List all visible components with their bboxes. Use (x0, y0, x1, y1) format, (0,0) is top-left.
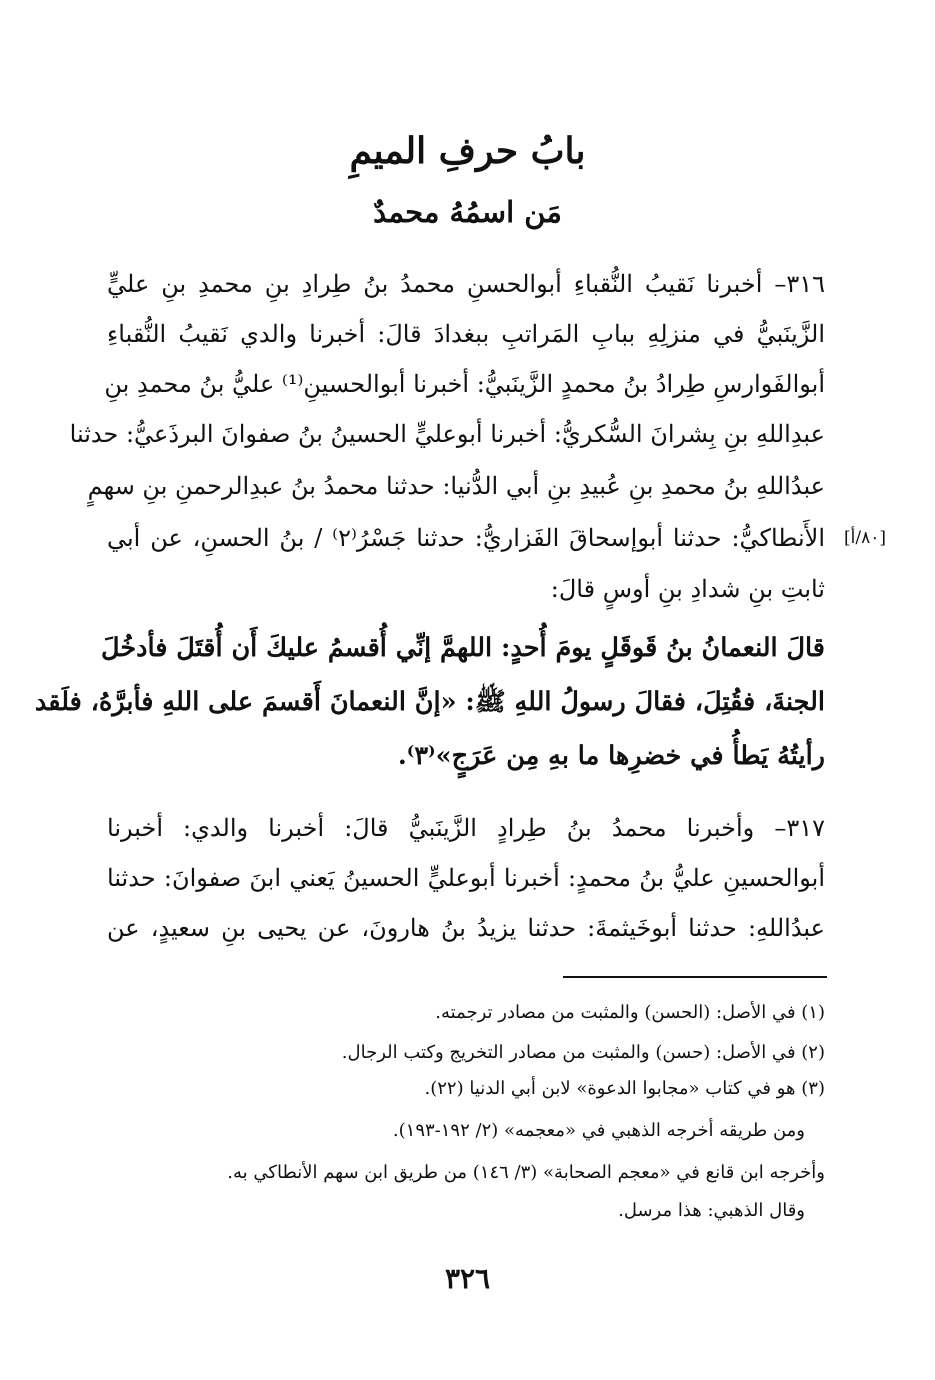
footnote-separator (563, 976, 827, 978)
hadith-316-line-6: الأَنطاكيُّ: حدثنا أبوإسحاقَ الفَزاريُّ: حدثنا جَسْرُ⁽٢⁾ / بنُ الحسنِ، عن أبي (107, 524, 826, 552)
page-number: ٣٢٦ (444, 1262, 491, 1295)
hadith-text-line-2: الجنةَ، فقُتِلَ، فقالَ رسولُ اللهِ ﷺ: «إنَّ النعمانَ أَقسمَ على اللهِ فأبرَّهُ، فلَقد (34, 687, 825, 717)
footnote-1: (١) في الأصل: (الحسن) والمثبت من مصادر ترجمته. (435, 1002, 825, 1023)
footnote-3-continuation-3: وقال الذهبي: هذا مرسل. (618, 1200, 805, 1221)
footnote-3-continuation-1: ومن طريقه أخرجه الذهبي في «معجمه» (٢/ ١٩٢-١٩٣). (392, 1120, 805, 1141)
hadith-text-line-3: رأيتُهُ يَطأُ في خضرِها ما بهِ مِن عَرَجٍ»⁽٣⁾. (397, 741, 825, 771)
footnote-2: (٢) في الأصل: (حسن) والمثبت من مصادر التخريج وكتب الرجال. (341, 1042, 825, 1063)
footnote-3-continuation-2: وأخرجه ابن قانع في «معجم الصحابة» (٣/ ١٤٦) من طريق ابن سهم الأنطاكي به. (227, 1162, 825, 1183)
hadith-316-line-2: الزَّينَبيُّ في منزلِهِ ببابِ المَراتبِ ببغدادَ قالَ: أخبرنا والدي نَقيبُ النُّقباءِ (107, 320, 825, 348)
footnote-3: (٣) هو في كتاب «مجابوا الدعوة» لابن أبي الدنيا (٢٢). (424, 1078, 825, 1099)
hadith-317-line-2: أبوالحسينِ عليُّ بنُ محمدٍ: أخبرنا أبوعليٍّ الحسينُ يَعني ابنَ صفوانَ: حدثنا (107, 864, 825, 892)
hadith-317-line-3: عبدُاللهِ: حدثنا أبوخَيثمةَ: حدثنا يزيدُ بنُ هارونَ، عن يحيى بنِ سعيدٍ، عن (107, 914, 825, 942)
section-subtitle: مَن اسمُهُ محمدٌ (373, 195, 562, 229)
chapter-title: بابُ حرفِ الميمِ (349, 130, 586, 172)
hadith-316-line-1: ٣١٦– أخبرنا نَقيبُ النُّقباءِ أبوالحسنِ محمدُ بنُ طِرادِ بنِ محمدِ بنِ عليٍّ (107, 270, 825, 298)
hadith-316-line-5: عبدُاللهِ بنُ محمدِ بنِ عُبيدِ بنِ أبي الدُّنيا: حدثنا محمدُ بنُ عبدِالرحمنِ بنِ سهمٍ (87, 472, 825, 500)
hadith-316-line-4: عبدِاللهِ بنِ بِشرانَ السُّكريُّ: أخبرنا أبوعليٍّ الحسينُ بنُ صفوانَ البرذَعيُّ: حدثنا (69, 420, 825, 448)
hadith-316-line-3: أبوالفَوارسِ طِرادُ بنُ محمدٍ الزَّينَبيُّ: أخبرنا أبوالحسينِ⁽¹⁾ عليُّ بنُ محمدِ بنِ (104, 370, 825, 398)
hadith-text-line-1: قالَ النعمانُ بنُ قَوقَلٍ يومَ أُحدٍ: اللهمَّ إنِّي أُقسمُ عليكَ أَن أُقتَلَ فأدخُلَ (101, 633, 825, 663)
hadith-316-line-7: ثابتِ بنِ شدادِ بنِ أوسٍ قالَ: (550, 575, 825, 603)
manuscript-folio-marker: [٨٠/أ] (844, 528, 886, 548)
hadith-317-line-1: ٣١٧– وأخبرنا محمدُ بنُ طِرادٍ الزَّينَبيُّ قالَ: أخبرنا والدي: أخبرنا (107, 814, 825, 842)
